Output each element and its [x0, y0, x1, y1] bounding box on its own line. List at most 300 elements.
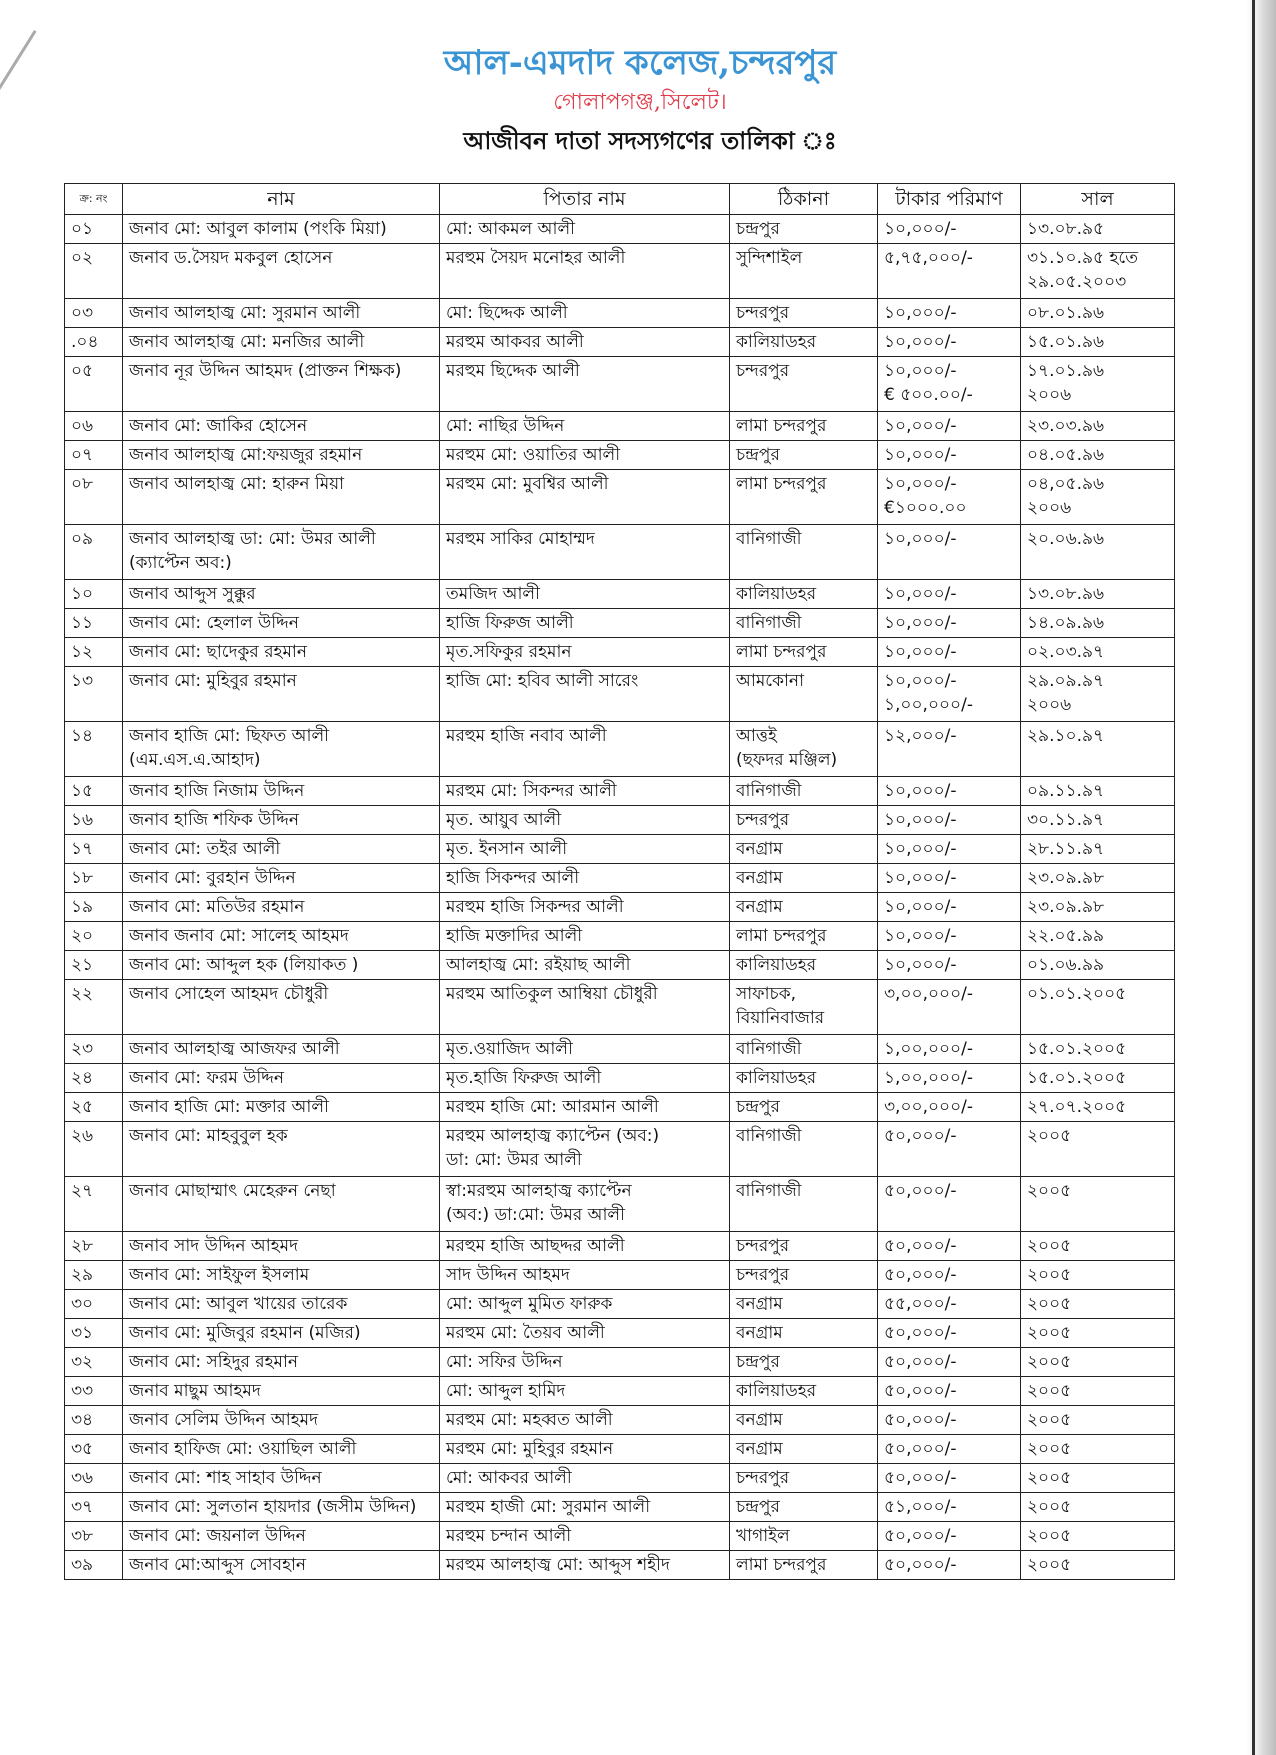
name-cell-text: জনাব মো: তইর আলী [129, 839, 281, 859]
father-name-cell-text: মৃত.সফিকুর রহমান [446, 642, 572, 662]
amount-cell [878, 1464, 1021, 1493]
address-cell [730, 299, 878, 328]
year-cell [1021, 1064, 1175, 1093]
name-cell-text: জনাব মো: মুহিবুর রহমান [129, 671, 297, 691]
table-row [65, 1406, 1175, 1435]
serial-cell-text: ০২ [71, 248, 94, 268]
father-name-cell-text: মরহুম চন্দান আলী [446, 1526, 572, 1546]
father-name-cell-text-line2: (অব:) ডা:মো: উমর আলী [446, 1205, 625, 1225]
address-cell-text-line2: (ছফদর মঞ্জিল) [736, 750, 838, 770]
name-cell [123, 1177, 440, 1232]
serial-cell-text: ০৯ [71, 529, 94, 549]
amount-cell [878, 1319, 1021, 1348]
year-cell [1021, 951, 1175, 980]
table-row [65, 412, 1175, 441]
name-cell-text: জনাব মো: মাহবুবুল হক [129, 1126, 288, 1146]
address-cell [730, 1319, 878, 1348]
address-cell-text: সুন্দিশাইল [736, 248, 803, 268]
table-row [65, 1377, 1175, 1406]
amount-cell [878, 1064, 1021, 1093]
amount-cell-text: ৫০,০০০/- [884, 1468, 957, 1488]
father-name-cell-text: মরহুম আলহাজ্ব মো: আব্দুস শহীদ [446, 1555, 670, 1575]
college-name: আল-এমদাদ কলেজ,চন্দরপুর [443, 43, 837, 83]
serial-cell-text: ৩০ [71, 1294, 94, 1314]
serial-cell [65, 1093, 123, 1122]
year-cell-text: ১৩.০৮.৯৬ [1027, 584, 1105, 604]
father-name-cell-text: মরহুম হাজি মো: আরমান আলী [446, 1097, 659, 1117]
name-cell [123, 980, 440, 1035]
amount-cell [878, 638, 1021, 667]
name-cell-text: জনাব আলহাজ্ব ডা: মো: উমর আলী [129, 529, 376, 549]
name-cell [123, 922, 440, 951]
father-name-cell [440, 1064, 730, 1093]
address-cell-text: বনগ্রাম [736, 1439, 783, 1459]
father-name-cell-text: মরহুম হাজি আছদ্দর আলী [446, 1236, 625, 1256]
address-cell [730, 893, 878, 922]
amount-cell [878, 1348, 1021, 1377]
father-name-cell-text: হাজি মক্তাদির আলী [446, 926, 583, 946]
name-cell-text: জনাব মো: আবুল খায়ের তারেক [129, 1294, 348, 1314]
table-row [65, 441, 1175, 470]
address-cell [730, 580, 878, 609]
serial-cell [65, 299, 123, 328]
address-cell-text: বানিগাজী [736, 1039, 802, 1059]
table-row [65, 1319, 1175, 1348]
table-row [65, 638, 1175, 667]
address-cell-text: চন্দ্রপুর [736, 445, 780, 465]
amount-cell-text: ৫০,০০০/- [884, 1439, 957, 1459]
father-name-cell-text: মো: নাছির উদ্দিন [446, 416, 565, 436]
father-name-cell [440, 1464, 730, 1493]
serial-cell-text: ১২ [71, 642, 94, 662]
table-row [65, 244, 1175, 299]
father-name-cell-text: মরহুম মো: সিকন্দর আলী [446, 781, 617, 801]
amount-cell-text-line2: €১০০০.০০ [884, 498, 967, 518]
table-row [65, 1064, 1175, 1093]
address-cell [730, 722, 878, 777]
table-row [65, 1435, 1175, 1464]
amount-cell [878, 215, 1021, 244]
address-cell [730, 1261, 878, 1290]
name-cell-text: জনাব সাদ উদ্দিন আহমদ [129, 1236, 299, 1256]
table-row [65, 1493, 1175, 1522]
serial-cell [65, 1406, 123, 1435]
year-cell-text: ২৮.১১.৯৭ [1027, 839, 1105, 859]
address-cell [730, 1290, 878, 1319]
table-row [65, 357, 1175, 412]
father-name-cell-text: মো: আব্দুল হামিদ [446, 1381, 566, 1401]
amount-cell [878, 441, 1021, 470]
serial-cell-text: ০৩ [71, 303, 94, 323]
amount-cell [878, 328, 1021, 357]
table-row [65, 1348, 1175, 1377]
amount-cell-text: ৫০,০০০/- [884, 1526, 957, 1546]
father-name-cell [440, 1406, 730, 1435]
amount-cell [878, 835, 1021, 864]
table-row [65, 1177, 1175, 1232]
year-cell-text: ২২.০৫.৯৯ [1027, 926, 1105, 946]
name-cell [123, 893, 440, 922]
name-cell-text: জনাব আলহাজ্ব আজফর আলী [129, 1039, 340, 1059]
father-name-cell [440, 412, 730, 441]
address-cell-text: লামা চন্দরপুর [736, 474, 827, 494]
year-cell-text: ২৩.০৩.৯৬ [1027, 416, 1105, 436]
name-cell-text: জনাব মো: মতিউর রহমান [129, 897, 305, 917]
name-cell [123, 1064, 440, 1093]
serial-cell [65, 441, 123, 470]
name-cell [123, 835, 440, 864]
amount-cell-text-line2: ১,০০,০০০/- [884, 695, 973, 715]
address-cell [730, 1122, 878, 1177]
serial-cell [65, 1377, 123, 1406]
year-cell-text-line2: ২০০৬ [1027, 385, 1072, 405]
table-header-row [65, 184, 1175, 215]
year-cell [1021, 1551, 1175, 1580]
amount-cell [878, 893, 1021, 922]
father-name-cell-text: হাজি মো: হবিব আলী সারেং [446, 671, 639, 691]
father-name-cell [440, 1122, 730, 1177]
address-cell-text: চন্দ্রপুর [736, 1097, 780, 1117]
year-cell-text: ২০০৫ [1027, 1265, 1072, 1285]
serial-cell-text: .০৪ [71, 332, 99, 352]
table-row [65, 580, 1175, 609]
name-cell-text-line2: (ক্যাপ্টেন অব:) [129, 553, 232, 573]
year-cell-text: ১৫.০১.২০০৫ [1027, 1039, 1127, 1059]
address-cell [730, 441, 878, 470]
address-cell-text: চন্দরপুর [736, 1265, 790, 1285]
year-cell [1021, 1261, 1175, 1290]
serial-cell-text: ২০ [71, 926, 94, 946]
serial-cell [65, 1551, 123, 1580]
serial-cell [65, 722, 123, 777]
address-cell [730, 1406, 878, 1435]
amount-cell-text: ১০,০০০/- [884, 303, 957, 323]
table-row [65, 470, 1175, 525]
serial-cell-text: ১৩ [71, 671, 94, 691]
serial-cell [65, 1122, 123, 1177]
year-cell-text: ২০০৫ [1027, 1439, 1072, 1459]
table-row [65, 951, 1175, 980]
name-cell [123, 328, 440, 357]
serial-cell [65, 470, 123, 525]
address-cell [730, 667, 878, 722]
amount-cell-text: ১০,০০০/- [884, 868, 957, 888]
amount-cell-text: ১০,০০০/- [884, 839, 957, 859]
address-cell [730, 1177, 878, 1232]
name-cell [123, 1464, 440, 1493]
table-row [65, 864, 1175, 893]
amount-cell-text: ৫০,০০০/- [884, 1236, 957, 1256]
serial-cell [65, 1522, 123, 1551]
column-header-name: নাম [123, 184, 440, 215]
year-cell-text: ২০০৫ [1027, 1410, 1072, 1430]
name-cell [123, 777, 440, 806]
year-cell-text: ৩০.১১.৯৭ [1027, 810, 1105, 830]
year-cell [1021, 1493, 1175, 1522]
address-cell-text: বানিগাজী [736, 613, 802, 633]
year-cell [1021, 1435, 1175, 1464]
name-cell-text: জনাব হাজি মো: মক্তার আলী [129, 1097, 329, 1117]
serial-cell [65, 1464, 123, 1493]
table-row [65, 609, 1175, 638]
name-cell-text: জনাব মো: সাইফুল ইসলাম [129, 1265, 310, 1285]
name-cell [123, 525, 440, 580]
amount-cell-text: ১,০০,০০০/- [884, 1039, 973, 1059]
address-cell-text: চন্দরপুর [736, 810, 790, 830]
table-row [65, 1464, 1175, 1493]
father-name-cell-text: মরহুম মো: তৈয়ব আলী [446, 1323, 605, 1343]
address-cell-text: চন্দ্রপুর [736, 1497, 780, 1517]
table-body [65, 215, 1175, 1580]
address-cell [730, 1377, 878, 1406]
year-cell-text: ২৩.০৯.৯৮ [1027, 868, 1105, 888]
serial-cell-text: ১১ [71, 613, 94, 633]
father-name-cell-text: মৃত. ইনসান আলী [446, 839, 568, 859]
table-row [65, 1522, 1175, 1551]
serial-cell-text: ৩৭ [71, 1497, 94, 1517]
amount-cell [878, 357, 1021, 412]
name-cell-text: জনাব সোহেল আহমদ চৌধুরী [129, 984, 329, 1004]
serial-cell [65, 215, 123, 244]
table-row [65, 722, 1175, 777]
father-name-cell [440, 951, 730, 980]
serial-cell-text: ২২ [71, 984, 94, 1004]
amount-cell [878, 777, 1021, 806]
year-cell-text: ২৯.১০.৯৭ [1027, 726, 1105, 746]
father-name-cell-text: মরহুম আলহাজ্ব ক্যাপ্টেন (অব:) [446, 1126, 660, 1146]
father-name-cell-text: মরহুম সৈয়দ মনোহর আলী [446, 248, 626, 268]
address-cell-text: বানিগাজী [736, 781, 802, 801]
name-cell-text: জনাব মো:আব্দুস সোবহান [129, 1555, 307, 1575]
serial-cell [65, 777, 123, 806]
amount-cell [878, 1377, 1021, 1406]
amount-cell [878, 667, 1021, 722]
name-cell-text: জনাব মোছাম্মাৎ মেহেরুন নেছা [129, 1181, 336, 1201]
father-name-cell-text: মরহুম মো: মহব্বত আলী [446, 1410, 613, 1430]
serial-cell-text: ২১ [71, 955, 94, 975]
year-cell-text: ২০০৫ [1027, 1555, 1072, 1575]
year-cell-text-line2: ২০০৬ [1027, 498, 1072, 518]
column-header-year: সাল [1021, 184, 1175, 215]
year-cell [1021, 441, 1175, 470]
year-cell-text: ১৪.০৯.৯৬ [1027, 613, 1105, 633]
year-cell [1021, 835, 1175, 864]
year-cell-text: ২০০৫ [1027, 1381, 1072, 1401]
name-cell [123, 1522, 440, 1551]
father-name-cell-text: স্বা:মরহুম আলহাজ্ব ক্যাপ্টেন [446, 1181, 632, 1201]
name-cell [123, 244, 440, 299]
amount-cell-text: ১০,০০০/- [884, 474, 957, 494]
address-cell [730, 215, 878, 244]
name-cell [123, 580, 440, 609]
address-cell [730, 412, 878, 441]
name-cell [123, 951, 440, 980]
serial-cell [65, 893, 123, 922]
father-name-cell [440, 299, 730, 328]
address-cell-text: সাফাচক, [736, 984, 796, 1004]
address-cell [730, 1435, 878, 1464]
amount-cell [878, 609, 1021, 638]
name-cell-text: জনাব মো: জাকির হোসেন [129, 416, 308, 436]
year-cell-text: ২৩.০৯.৯৮ [1027, 897, 1105, 917]
year-cell [1021, 1319, 1175, 1348]
year-cell-text: ০৯.১১.৯৭ [1027, 781, 1105, 801]
amount-cell-text: ১০,০০০/- [884, 416, 957, 436]
serial-cell-text: ২৯ [71, 1265, 94, 1285]
serial-cell-text: ২৭ [71, 1181, 94, 1201]
address-cell-text: চন্দ্রপুর [736, 219, 780, 239]
serial-cell-text: ৩৬ [71, 1468, 94, 1488]
name-cell [123, 1290, 440, 1319]
name-cell-text: জনাব মো: আবুল কালাম (পংকি মিয়া) [129, 219, 387, 239]
amount-cell [878, 299, 1021, 328]
father-name-cell-text: মো: আকমল আলী [446, 219, 575, 239]
father-name-cell [440, 1551, 730, 1580]
address-cell-text: বানিগাজী [736, 1181, 802, 1201]
address-cell [730, 1551, 878, 1580]
father-name-cell [440, 806, 730, 835]
father-name-cell [440, 1177, 730, 1232]
name-cell [123, 722, 440, 777]
father-name-cell [440, 835, 730, 864]
father-name-cell-text: মরহুম ছিদ্দেক আলী [446, 361, 580, 381]
name-cell [123, 1261, 440, 1290]
serial-cell [65, 1177, 123, 1232]
year-cell-text: ২০০৫ [1027, 1468, 1072, 1488]
table-row [65, 1551, 1175, 1580]
serial-cell [65, 1035, 123, 1064]
father-name-cell [440, 667, 730, 722]
year-cell-text: ১৫.০১.৯৬ [1027, 332, 1105, 352]
name-cell [123, 441, 440, 470]
serial-cell [65, 864, 123, 893]
amount-cell [878, 580, 1021, 609]
address-cell [730, 609, 878, 638]
address-cell [730, 980, 878, 1035]
father-name-cell-text-line2: ডা: মো: উমর আলী [446, 1150, 582, 1170]
name-cell-text: জনাব হাজি নিজাম উদ্দিন [129, 781, 305, 801]
serial-cell [65, 667, 123, 722]
amount-cell [878, 1035, 1021, 1064]
father-name-cell [440, 1290, 730, 1319]
address-cell-text: লামা চন্দরপুর [736, 926, 827, 946]
amount-cell [878, 1261, 1021, 1290]
amount-cell [878, 951, 1021, 980]
father-name-cell [440, 1093, 730, 1122]
address-cell [730, 864, 878, 893]
father-name-cell [440, 864, 730, 893]
year-cell [1021, 722, 1175, 777]
amount-cell [878, 412, 1021, 441]
father-name-cell-text: মরহুম মো: ওয়াতির আলী [446, 445, 621, 465]
address-cell [730, 1493, 878, 1522]
amount-cell-text: ১০,০০০/- [884, 781, 957, 801]
father-name-cell [440, 1493, 730, 1522]
name-cell-text: জনাব আব্দুস সুক্কুর [129, 584, 256, 604]
amount-cell [878, 722, 1021, 777]
serial-cell [65, 609, 123, 638]
address-cell [730, 1348, 878, 1377]
year-cell-text: ০৪,০৫.৯৬ [1027, 474, 1105, 494]
year-cell [1021, 980, 1175, 1035]
amount-cell [878, 1122, 1021, 1177]
serial-cell-text: ১৮ [71, 868, 94, 888]
father-name-cell [440, 357, 730, 412]
father-name-cell-text: মৃত.ওয়াজিদ আলী [446, 1039, 573, 1059]
address-cell-text: কালিয়াডহর [736, 332, 817, 352]
table-row [65, 667, 1175, 722]
year-cell [1021, 244, 1175, 299]
year-cell [1021, 1093, 1175, 1122]
address-cell-text: বনগ্রাম [736, 897, 783, 917]
year-cell-text: ০১.০১.২০০৫ [1027, 984, 1127, 1004]
amount-cell-text: ৩,০০,০০০/- [884, 984, 973, 1004]
name-cell [123, 1035, 440, 1064]
father-name-cell-text: মরহুম মো: মুবশ্বির আলী [446, 474, 609, 494]
father-name-cell [440, 722, 730, 777]
father-name-cell [440, 893, 730, 922]
address-cell-text: বনগ্রাম [736, 1294, 783, 1314]
address-cell [730, 1064, 878, 1093]
address-cell [730, 951, 878, 980]
name-cell-text: জনাব নূর উদ্দিন আহমদ (প্রাক্তন শিক্ষক) [129, 361, 402, 381]
father-name-cell-text: মরহুম হাজি সিকন্দর আলী [446, 897, 624, 917]
document-header [0, 40, 1180, 162]
name-cell-text: জনাব হাফিজ মো: ওয়াছিল আলী [129, 1439, 357, 1459]
father-name-cell [440, 580, 730, 609]
amount-cell-text: ৫০,০০০/- [884, 1323, 957, 1343]
name-cell [123, 609, 440, 638]
year-cell [1021, 1177, 1175, 1232]
amount-cell-text: ১০,০০০/- [884, 584, 957, 604]
serial-cell-text: ১০ [71, 584, 94, 604]
father-name-cell [440, 1035, 730, 1064]
amount-cell-text: ৫০,০০০/- [884, 1410, 957, 1430]
serial-cell [65, 1493, 123, 1522]
address-cell-text: কালিয়াডহর [736, 1068, 817, 1088]
serial-cell-text: ৩৫ [71, 1439, 94, 1459]
donor-table [64, 183, 1175, 1580]
name-cell [123, 1493, 440, 1522]
address-cell-text: বানিগাজী [736, 1126, 802, 1146]
name-cell [123, 638, 440, 667]
address-cell-text: আত্তই [736, 726, 777, 746]
year-cell-text: ২০০৫ [1027, 1323, 1072, 1343]
year-cell [1021, 525, 1175, 580]
table-row [65, 835, 1175, 864]
year-cell [1021, 470, 1175, 525]
name-cell [123, 1122, 440, 1177]
name-cell-text: জনাব মো: বুরহান উদ্দিন [129, 868, 296, 888]
year-cell [1021, 1464, 1175, 1493]
name-cell [123, 806, 440, 835]
address-cell-text: কালিয়াডহর [736, 584, 817, 604]
name-cell-text: জনাব মো: ফরম উদ্দিন [129, 1068, 284, 1088]
name-cell-text: জনাব মো: সহিদুর রহমান [129, 1352, 299, 1372]
serial-cell [65, 835, 123, 864]
year-cell-text: ৩১.১০.৯৫ হতে [1027, 248, 1138, 268]
amount-cell-text: ১০,০০০/- [884, 642, 957, 662]
address-cell [730, 777, 878, 806]
address-cell-text: বনগ্রাম [736, 1410, 783, 1430]
father-name-cell-text: আলহাজ্ব মো: রইয়াছ আলী [446, 955, 631, 975]
amount-cell-text: ১০,০০০/- [884, 671, 957, 691]
serial-cell-text: ০৭ [71, 445, 94, 465]
father-name-cell [440, 215, 730, 244]
year-cell-text: ০৪.০৫.৯৬ [1027, 445, 1105, 465]
year-cell-text: ২০০৫ [1027, 1126, 1072, 1146]
name-cell-text: জনাব জনাব মো: সালেহ আহমদ [129, 926, 349, 946]
